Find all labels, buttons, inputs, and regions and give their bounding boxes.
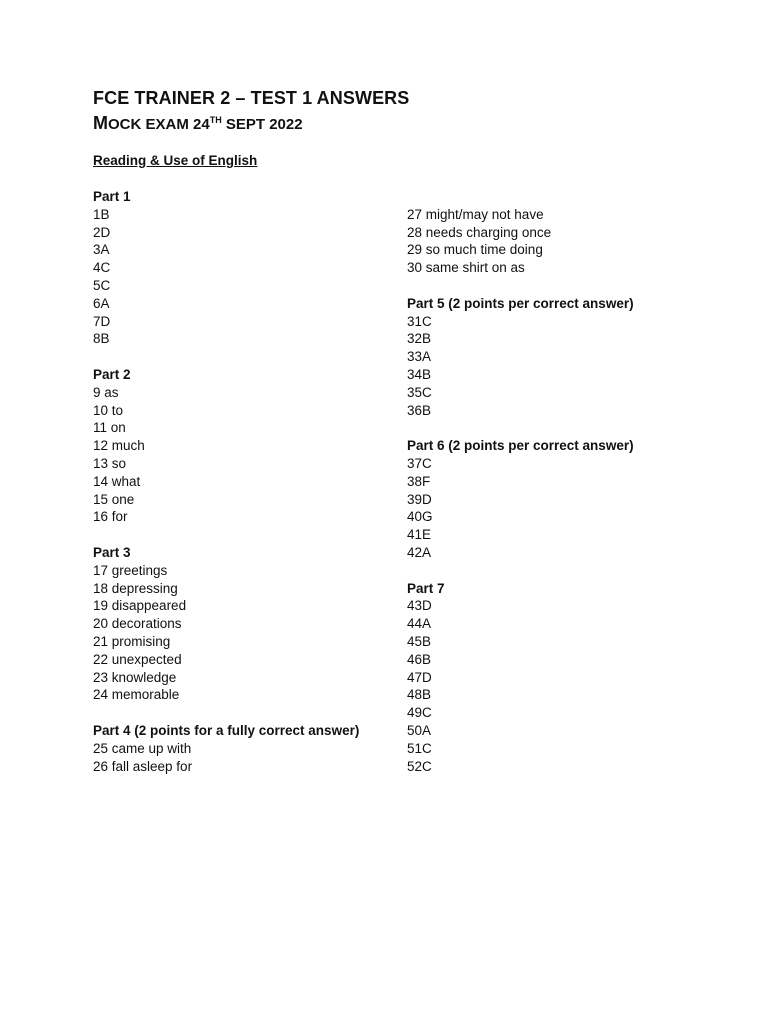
answer-item: 37C [407, 455, 432, 471]
answer-item: 34B [407, 366, 432, 382]
answer-item: 10 to [93, 402, 124, 418]
answer-item: 28 needs charging once [407, 224, 552, 240]
answer-item: 30 same shirt on as [407, 260, 525, 276]
answer-item: 22 unexpected [93, 651, 182, 667]
answer-item: 14 what [93, 473, 141, 489]
part-2-heading: Part 2 [93, 366, 131, 382]
answer-item: 1B [93, 206, 110, 222]
answer-item: 25 came up with [93, 740, 192, 756]
answer-item: 33A [407, 349, 432, 365]
answer-item: 15 one [93, 491, 135, 507]
answer-item: 52C [407, 758, 432, 774]
spacer [93, 348, 359, 366]
subtitle-exam-date: OCK EXAM 24 [108, 116, 210, 133]
answer-item: 31C [407, 313, 432, 329]
answer-item: 9 as [93, 384, 119, 400]
answer-item: 18 depressing [93, 580, 178, 596]
spacer [407, 277, 634, 295]
answer-item: 47D [407, 669, 432, 685]
subtitle-ordinal-suffix: TH [209, 115, 222, 125]
spacer [407, 419, 634, 437]
answer-item: 49C [407, 705, 432, 721]
part-1-heading: Part 1 [93, 189, 131, 204]
answer-item: 36B [407, 402, 432, 418]
answer-item: 42A [407, 544, 432, 560]
answer-item: 39D [407, 491, 432, 507]
answer-item: 50A [407, 722, 432, 738]
answer-item: 21 promising [93, 633, 171, 649]
answer-item: 19 disappeared [93, 598, 187, 614]
part-4-heading: Part 4 (2 points for a fully correct answer) [93, 722, 360, 738]
answer-item: 16 for [93, 509, 128, 525]
answer-item: 12 much [93, 438, 145, 454]
answer-item: 4C [93, 260, 111, 276]
exam-subtitle [93, 113, 303, 134]
answer-item: 51C [407, 740, 432, 756]
answer-item: 44A [407, 616, 432, 632]
answer-item: 13 so [93, 455, 127, 471]
answer-item: 20 decorations [93, 616, 182, 632]
subtitle-month-year: SEPT 2022 [221, 116, 303, 133]
answer-item: 27 might/may not have [407, 206, 544, 222]
answer-item: 3A [93, 242, 110, 258]
answer-item: 46B [407, 651, 432, 667]
answer-item: 2D [93, 224, 111, 240]
subtitle-initial: M [93, 113, 108, 133]
part-5-heading: Part 5 (2 points per correct answer) [407, 295, 634, 311]
spacer [407, 562, 634, 580]
answer-item: 35C [407, 384, 432, 400]
part-3-heading: Part 3 [93, 544, 131, 560]
spacer [93, 526, 359, 544]
answer-item: 41E [407, 527, 432, 543]
answer-item: 23 knowledge [93, 669, 177, 685]
part-6-heading: Part 6 (2 points per correct answer) [407, 438, 634, 454]
answer-item: 40G [407, 509, 433, 525]
spacer [93, 704, 359, 722]
answer-item: 38F [407, 473, 431, 489]
answer-item: 48B [407, 687, 432, 703]
answer-item: 24 memorable [93, 687, 180, 703]
page-title: FCE TRAINER 2 – TEST 1 ANSWERS [93, 88, 410, 108]
answer-item: 8B [93, 331, 110, 347]
answer-item: 26 fall asleep for [93, 758, 193, 774]
answer-item: 29 so much time doing [407, 242, 543, 258]
answer-item: 7D [93, 313, 111, 329]
part-7-heading: Part 7 [407, 580, 445, 596]
left-answer-column [93, 188, 359, 775]
section-heading: Reading & Use of English [93, 153, 258, 168]
answer-item: 45B [407, 633, 432, 649]
answer-item: 17 greetings [93, 562, 168, 578]
answer-item: 11 on [93, 420, 126, 436]
answer-item: 32B [407, 331, 432, 347]
spacer [407, 188, 634, 206]
answer-item: 6A [93, 295, 110, 311]
right-answer-column [407, 188, 634, 775]
answer-item: 5C [93, 277, 111, 293]
answer-item: 43D [407, 598, 432, 614]
